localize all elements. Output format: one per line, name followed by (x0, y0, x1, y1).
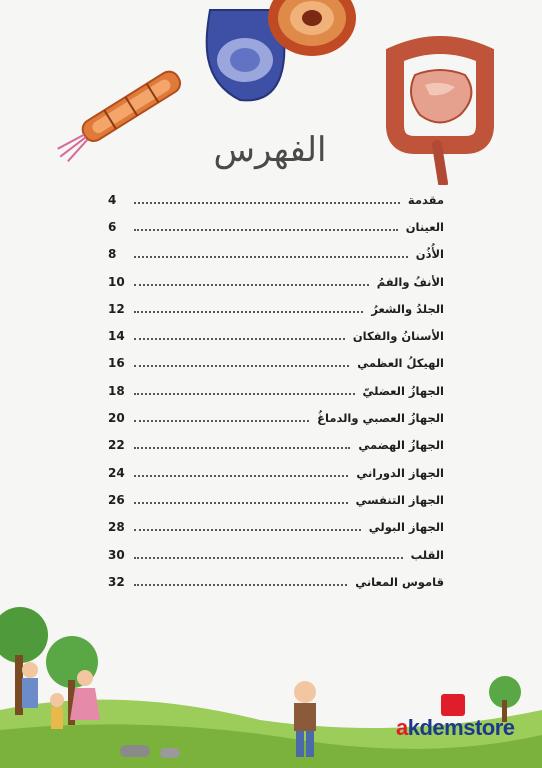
toc-page-number: 28 (108, 520, 125, 535)
dot-leader (134, 221, 398, 231)
toc-page-number: 30 (108, 547, 125, 562)
toc-page-number: 12 (108, 301, 125, 316)
dot-leader (134, 330, 345, 340)
toc-row[interactable] (108, 486, 444, 513)
dot-leader (134, 439, 350, 449)
dot-leader (134, 385, 355, 395)
toc-label: العينان (405, 219, 444, 234)
toc-label: الجهاز البولي (368, 520, 444, 535)
toc-row[interactable] (108, 404, 444, 431)
toc-row[interactable] (108, 186, 444, 213)
dot-leader (134, 549, 403, 559)
dot-leader (134, 494, 348, 504)
toc-page-number: 4 (108, 192, 117, 207)
dot-leader (134, 412, 309, 422)
toc-page-number: 6 (108, 219, 117, 234)
toc-label: الأسنانُ والفكان (352, 329, 444, 344)
dot-leader (134, 521, 361, 531)
toc-page-number: 22 (108, 438, 125, 453)
toc-row[interactable] (108, 295, 444, 322)
toc-row[interactable] (108, 514, 444, 541)
toc-page-number: 24 (108, 465, 125, 480)
toc-row[interactable] (108, 241, 444, 268)
toc-page-number: 14 (108, 329, 125, 344)
nerve-fiber-illustration (50, 50, 200, 180)
toc-page-number: 16 (108, 356, 125, 371)
logo-book-icon (441, 694, 465, 716)
toc-label: الأنفُ والفمُ (376, 274, 444, 289)
toc-page-number: 10 (108, 274, 125, 289)
dot-leader (134, 576, 347, 586)
toc-row[interactable] (108, 541, 444, 568)
dot-leader (134, 303, 363, 313)
toc-label: مقدمة (407, 192, 444, 207)
toc-label: القلب (410, 547, 444, 562)
toc-row[interactable] (108, 322, 444, 349)
dot-leader (134, 467, 348, 477)
toc-label: الأُذُن (415, 247, 444, 262)
toc-row[interactable] (108, 459, 444, 486)
dot-leader (134, 276, 369, 286)
toc-row[interactable] (108, 432, 444, 459)
toc-label: الهيكلُ العظمي (357, 356, 444, 371)
toc-page-number: 26 (108, 492, 125, 507)
dot-leader (134, 194, 400, 204)
toc-label: الجلدُ والشعرُ (371, 301, 444, 316)
toc-page-number: 20 (108, 411, 125, 426)
toc-label: قاموس المعاني (355, 574, 444, 589)
logo-prefix: a (396, 715, 408, 740)
toc-row[interactable] (108, 213, 444, 240)
toc-label: الجهازُ الهضمي (358, 438, 444, 453)
vessel-cross-section-illustration (265, 0, 360, 60)
toc-row[interactable] (108, 350, 444, 377)
toc-page-number: 18 (108, 383, 125, 398)
toc-label: الجهازُ العضليّ (362, 383, 444, 398)
logo-text: kdemstore (407, 715, 515, 740)
toc-label: الجهاز التنفسي (355, 492, 444, 507)
toc-label: الجهازُ العصبي والدماغُ (317, 411, 444, 426)
toc-row[interactable] (108, 568, 444, 595)
intestines-illustration (385, 35, 495, 185)
toc-page-number: 32 (108, 574, 125, 589)
page-title: الفهرس (213, 130, 327, 170)
toc-row[interactable] (108, 377, 444, 404)
dot-leader (134, 248, 408, 258)
brand-logo (396, 715, 515, 745)
toc-label: الجهاز الدوراني (356, 465, 444, 480)
toc-page-number: 8 (108, 247, 117, 262)
toc-row[interactable] (108, 268, 444, 295)
table-of-contents (108, 186, 444, 595)
dot-leader (134, 357, 349, 367)
